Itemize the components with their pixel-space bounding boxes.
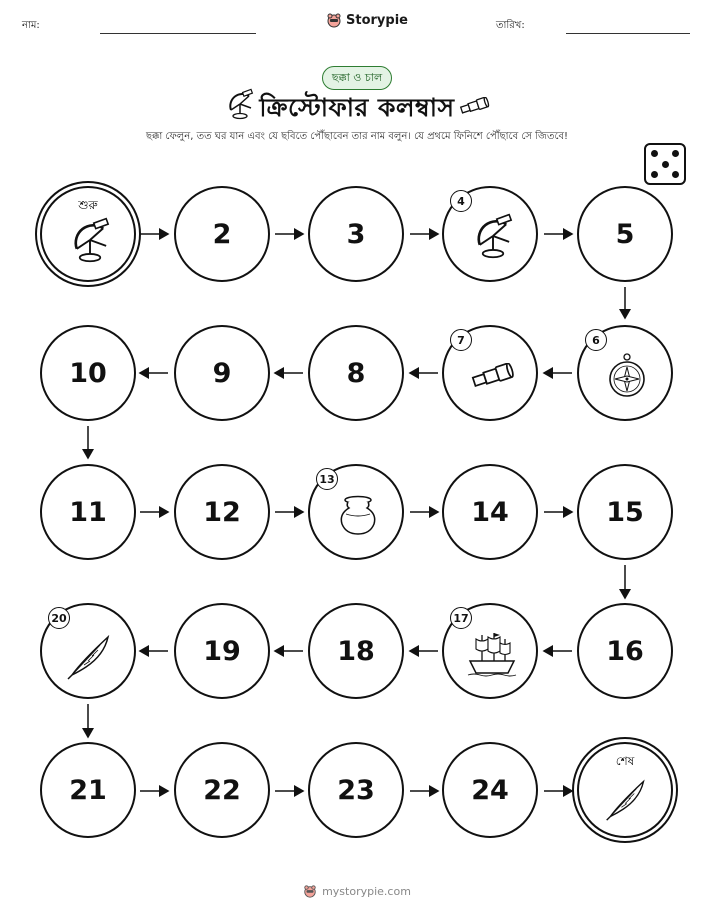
board-cell[interactable] [442,742,538,838]
cell-number: 10 [69,357,107,389]
board-cell-picture[interactable] [442,325,538,421]
cell-number: 22 [203,774,241,806]
ship-icon [466,629,518,679]
compass-icon [607,351,647,399]
telescope-icon [468,363,516,389]
cell-number: 6 [585,329,607,351]
board-cell[interactable] [577,603,673,699]
board-cell-picture[interactable] [40,603,136,699]
board-cell-end[interactable] [577,742,673,838]
board-cell[interactable] [577,186,673,282]
game-type-badge: ছক্কা ও চাল [322,66,392,90]
cell-number: 24 [471,774,509,806]
cell-number: 17 [450,607,472,629]
board-cell[interactable] [174,464,270,560]
sextant-icon [68,216,112,264]
board-cell-start[interactable] [40,186,136,282]
cell-number: 14 [471,496,509,528]
board-cell-picture[interactable] [577,325,673,421]
cell-number: 8 [346,357,366,389]
footer [0,884,714,898]
start-label: শুরু [78,198,98,212]
cell-number: 19 [203,635,241,667]
cell-number: 23 [337,774,375,806]
board-cell[interactable] [174,742,270,838]
board-cell[interactable] [308,186,404,282]
instructions: ছক্কা ফেলুন, তত ঘর যান এবং যে ছবিতে পৌঁছাবেন তার নাম বলুন। যে প্রথমে ফিনিশে পৌঁছাবে সে জিতবে! [145,131,569,142]
cell-number: 20 [48,607,70,629]
board-cell[interactable] [40,325,136,421]
cell-number: 21 [69,774,107,806]
cell-number: 3 [346,218,366,250]
cell-number: 15 [606,496,644,528]
board-cell-picture[interactable] [442,603,538,699]
date-label: তারিখ: [496,20,525,31]
board-cell[interactable] [442,464,538,560]
cell-number: 5 [615,218,635,250]
sextant-icon [471,212,515,260]
footer-url[interactable]: mystorypie.com [322,884,411,898]
pot-icon [336,492,380,536]
board-cell-picture[interactable] [308,464,404,560]
board-cell-picture[interactable] [442,186,538,282]
board-cell[interactable] [308,742,404,838]
cell-number: 2 [212,218,232,250]
quill-icon [603,776,649,822]
end-label: শেষ [615,754,635,768]
board-cell[interactable] [308,603,404,699]
board-cell[interactable] [577,464,673,560]
cell-number: 12 [203,496,241,528]
cell-number: 4 [450,190,472,212]
name-label: নাম: [22,20,40,31]
board-cell[interactable] [174,603,270,699]
board-cell[interactable] [40,742,136,838]
brand-name: Storypie [346,12,408,28]
cell-number: 13 [316,468,338,490]
cell-number: 7 [450,329,472,351]
board-cell[interactable] [308,325,404,421]
cell-number: 11 [69,496,107,528]
board-cell[interactable] [174,186,270,282]
storypie-logo-icon [303,884,317,898]
cell-number: 16 [606,635,644,667]
cell-number: 9 [212,357,232,389]
quill-icon [64,631,114,681]
page-title: ক্রিস্টোফার কলম্বাস [259,93,455,122]
board-cell[interactable] [40,464,136,560]
cell-number: 18 [337,635,375,667]
board-cell[interactable] [174,325,270,421]
